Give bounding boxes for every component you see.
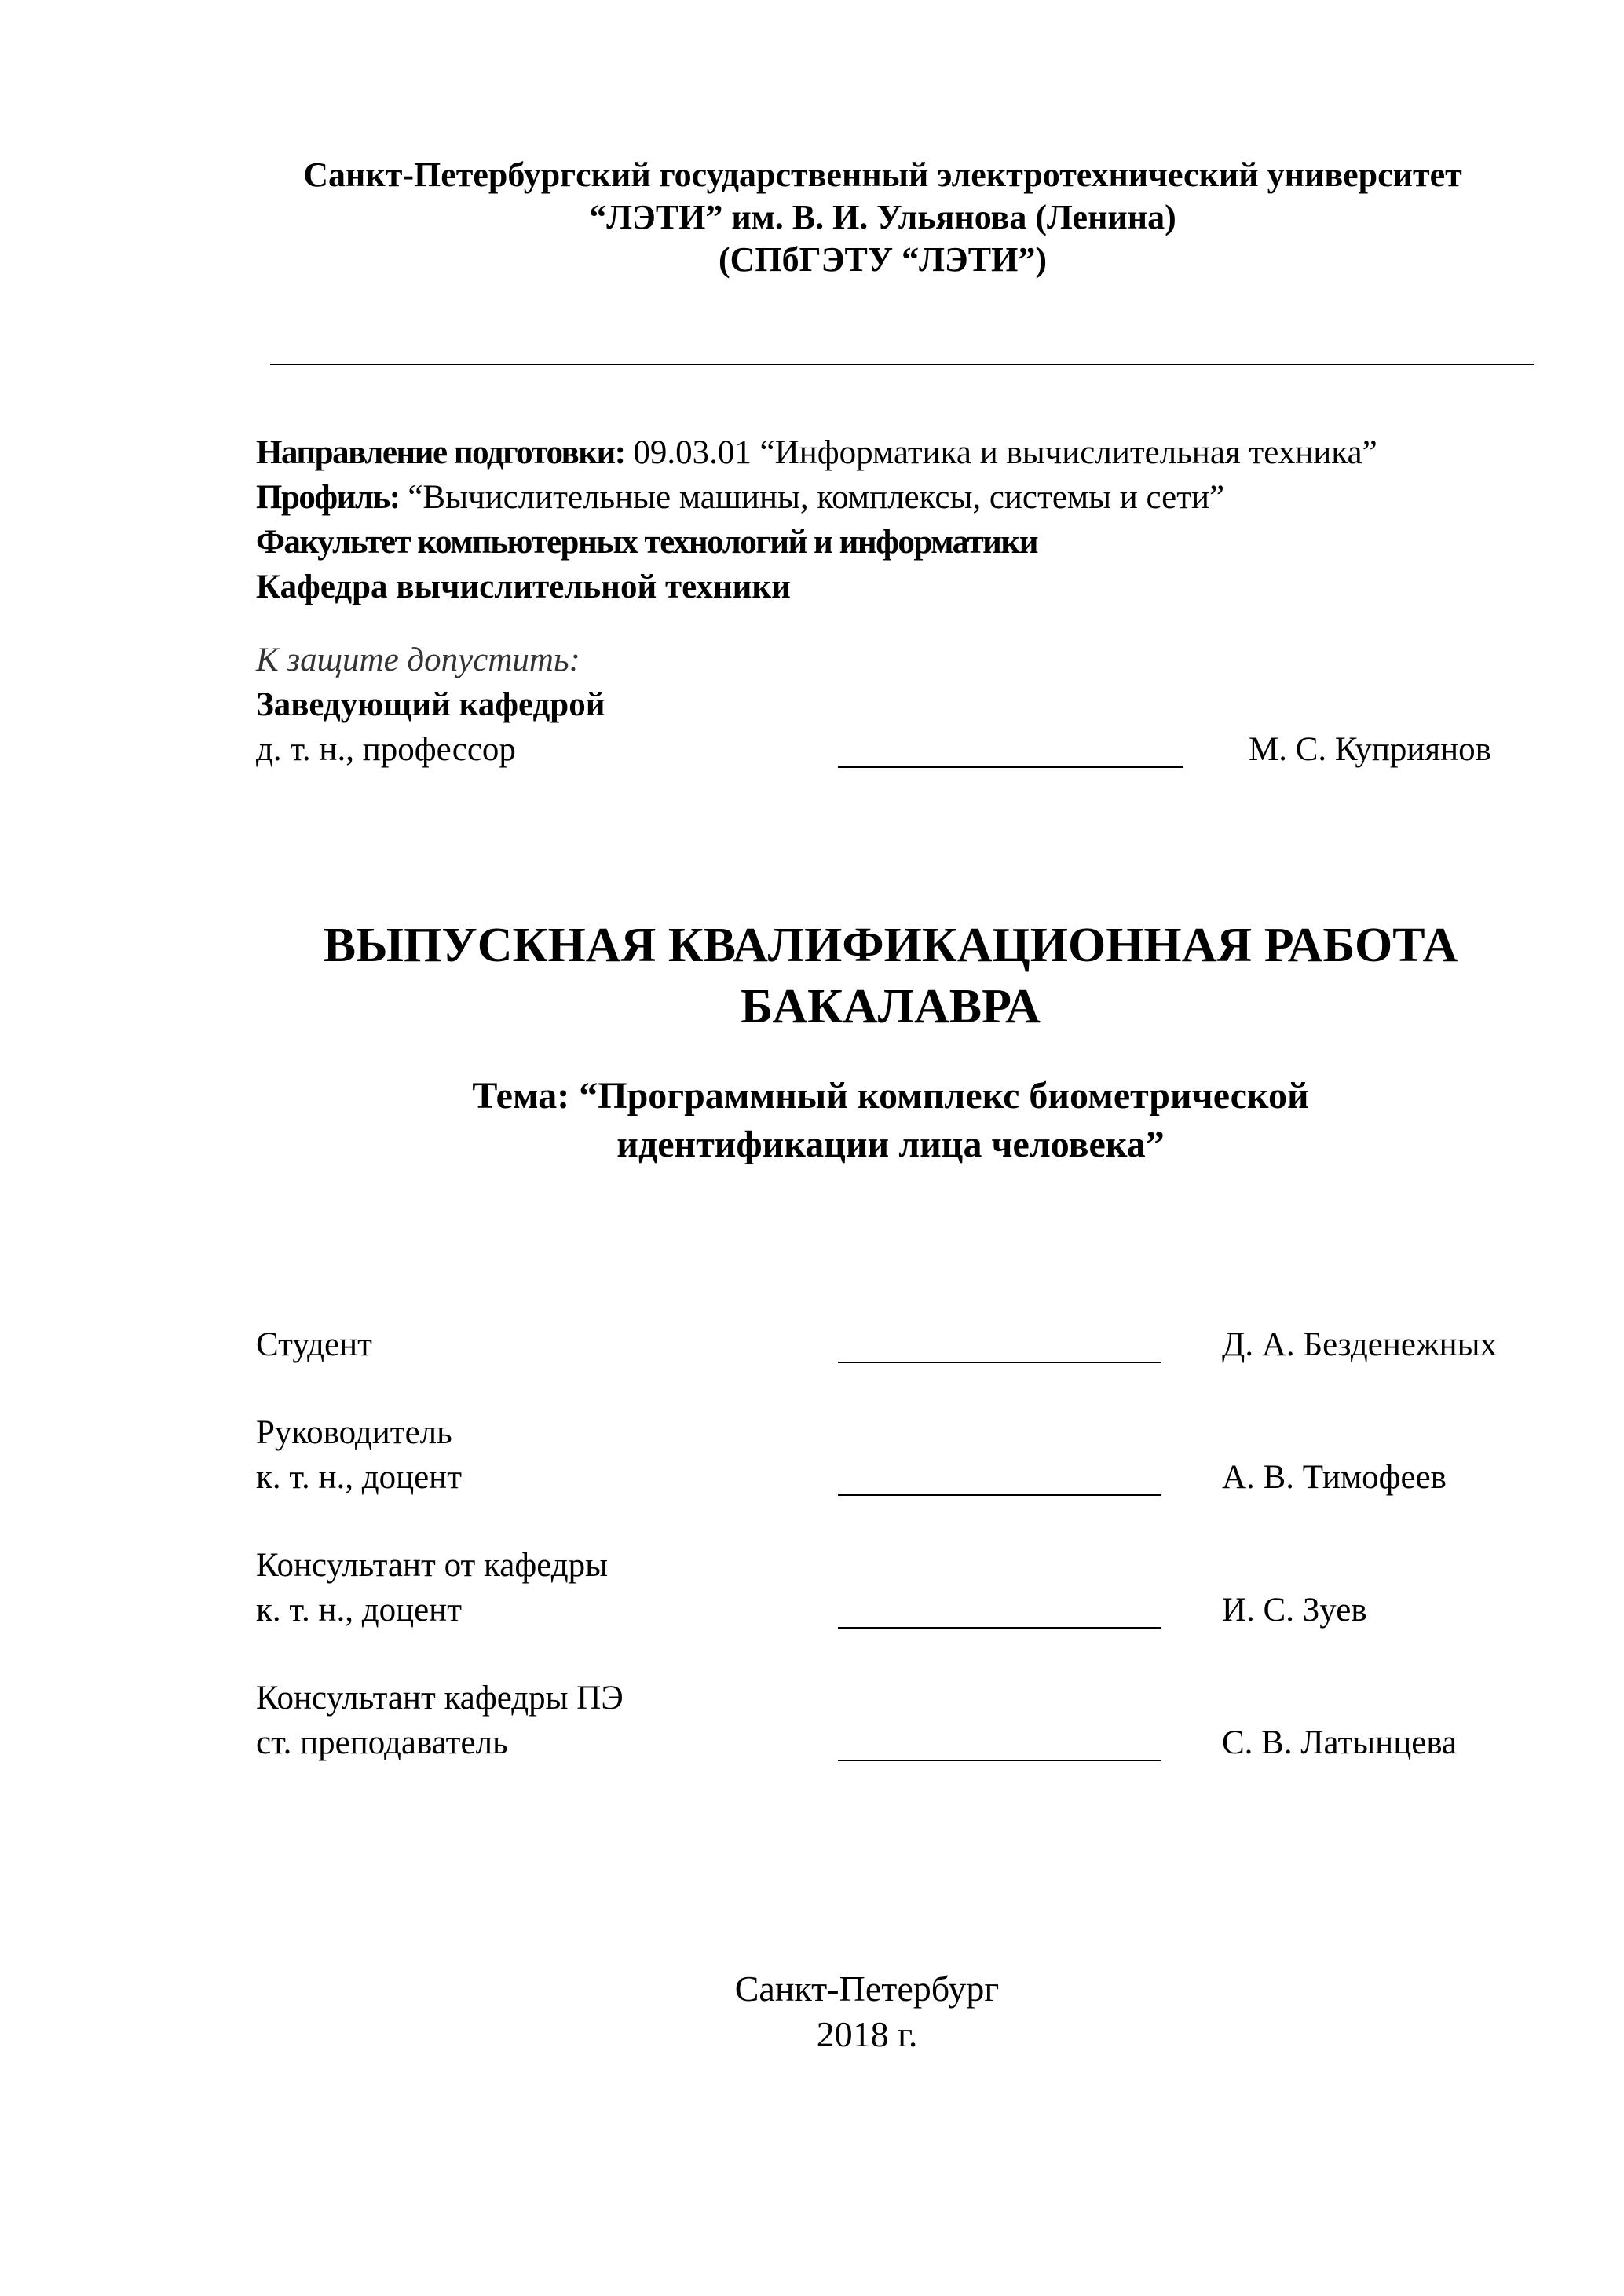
profile-value: “Вычислительные машины, комплексы, системы и сети” (399, 479, 1225, 516)
consultant-degree: к. т. н., доцент (256, 1592, 462, 1629)
student-signature-line (838, 1362, 1161, 1363)
university-header (71, 154, 1624, 281)
work-topic (79, 1072, 1624, 1169)
university-honorific: “ЛЭТИ” им. В. И. Ульянова (Ленина) (589, 198, 1176, 236)
direction-value: 09.03.01 “Информатика и вычислительная техника” (624, 434, 1377, 471)
footer (55, 1966, 1624, 2057)
city: Санкт-Петербург (734, 1969, 1000, 2009)
head-title: Заведующий кафедрой (256, 686, 605, 723)
work-title-line1: ВЫПУСКНАЯ КВАЛИФИКАЦИОННАЯ РАБОТА (323, 919, 1458, 972)
supervisor-name: А. В. Тимофеев (1222, 1459, 1447, 1496)
consultant-name: И. С. Зуев (1222, 1592, 1367, 1629)
faculty: Факультет компьютерных технологий и информатики (256, 524, 1037, 561)
pe-consultant-signature-line (838, 1760, 1161, 1761)
work-topic-line2: идентификации лица человека” (616, 1124, 1165, 1165)
student-role: Студент (256, 1326, 372, 1363)
supervisor-degree: к. т. н., доцент (256, 1459, 462, 1496)
pe-consultant-degree: ст. преподаватель (256, 1724, 508, 1761)
student-name: Д. А. Безденежных (1222, 1326, 1498, 1363)
profile-row (256, 475, 1377, 520)
consultant-signature-line (838, 1627, 1161, 1629)
work-title (79, 915, 1624, 1037)
supervisor-signature-line (838, 1494, 1161, 1496)
department: Кафедра вычислительной техники (256, 569, 791, 605)
admit-note: К защите допустить: (256, 642, 580, 678)
direction-row (256, 430, 1377, 475)
program-info (256, 430, 1377, 609)
direction-label: Направление подготовки: (256, 434, 625, 471)
work-topic-line1: Тема: “Программный комплекс биометрической (472, 1075, 1309, 1117)
profile-label: Профиль: (256, 479, 400, 516)
approval-block (256, 638, 605, 772)
pe-consultant-name: С. В. Латынцева (1222, 1724, 1458, 1761)
consultant-role: Консультант от кафедры (256, 1547, 609, 1584)
university-abbreviation: (СПбГЭТУ “ЛЭТИ”) (719, 240, 1047, 279)
head-degree: д. т. н., профессор (256, 731, 516, 768)
university-name: Санкт-Петербургский государственный электротехнический университет (303, 155, 1462, 194)
supervisor-role: Руководитель (256, 1414, 452, 1451)
head-name: М. С. Куприянов (1249, 731, 1491, 768)
header-divider (270, 364, 1534, 365)
head-signature-line (838, 766, 1183, 768)
year: 2018 г. (816, 2014, 918, 2054)
work-title-line2: БАКАЛАВРА (741, 980, 1041, 1033)
pe-consultant-role: Консультант кафедры ПЭ (256, 1680, 624, 1717)
